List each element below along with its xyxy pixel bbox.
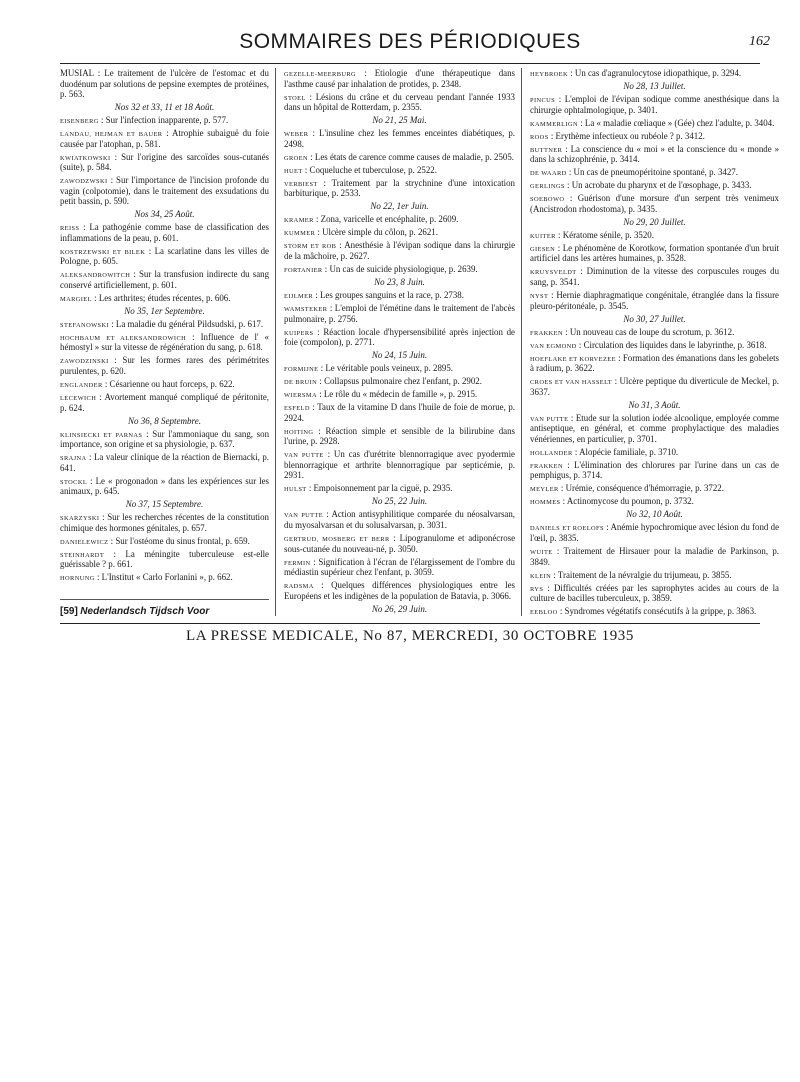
list-item xyxy=(530,447,779,458)
entry-author: KRAMER xyxy=(284,217,314,225)
entry-text: : Signification à l'écran de l'élargissement de l'ombre du médiastin supérieur chez l'enfant, p. 3059. xyxy=(284,556,515,578)
issue-heading: No 32, 10 Août. xyxy=(626,509,683,520)
list-item xyxy=(284,389,515,400)
entry-author: HOEFLAKE ET KORVEZEE xyxy=(530,355,616,363)
entry-text: : La scarlatine dans les villes de Pologne, p. 605. xyxy=(60,245,269,267)
entry-text: : Syndromes végétatifs consécutifs à la grippe, p. 3863. xyxy=(559,606,757,616)
entry-text: : Alopécie familiale, p. 3710. xyxy=(574,446,679,457)
entry-author: CROES ET VAN HASSELT xyxy=(530,379,613,387)
entry-author: REISS xyxy=(60,225,80,233)
list-item xyxy=(284,152,515,163)
issue-heading: No 36, 8 Septembre. xyxy=(128,415,201,426)
list-item xyxy=(60,536,269,547)
entry-text: : La maladie du général Pildsudski, p. 617. xyxy=(111,318,264,329)
entry-text: : Actinomycose du poumon, p. 3732. xyxy=(562,496,694,507)
issue-heading: No 37, 15 Septembre. xyxy=(125,499,204,510)
entry-author: RYS xyxy=(530,585,544,593)
issue-heading: No 31, 3 Août. xyxy=(628,399,681,410)
list-item xyxy=(60,128,269,149)
entry-list xyxy=(284,363,515,494)
entry-text: : Sur l'ostéome du sinus frontal, p. 659. xyxy=(110,535,250,546)
entry-text: MUSIAL : Le traitement de l'ulcère de l'estomac et du duodénum par solutions de pepsine exemptes de protéines, p. 563. xyxy=(60,68,269,99)
entry-text: : Collapsus pulmonaire chez l'enfant, p. 2902. xyxy=(319,376,482,387)
entry-author: FERMIN xyxy=(284,559,311,567)
entry-text: : Taux de la vitamine D dans l'huile de foie de morue, p. 2924. xyxy=(284,402,516,423)
list-item xyxy=(284,92,515,113)
entry-list xyxy=(530,413,779,507)
entry-text: : Un cas de suicide physiologique, p. 2639. xyxy=(324,263,478,274)
entry-author: VAN PUTTE xyxy=(284,512,324,520)
entry-text: : Sur les recherches récentes de la constitution chimique des hormones génitales, p. 657. xyxy=(60,512,269,533)
entry-text: : Les arthrites; études récentes, p. 606. xyxy=(94,292,231,303)
page-title: SOMMAIRES DES PÉRIODIQUES xyxy=(239,30,581,53)
entry-author: RADSMA xyxy=(284,583,314,591)
list-item xyxy=(284,402,515,423)
entry-text: : La conscience du « moi » et la conscience du « monde » dans la schizophrénie, p. 3414. xyxy=(530,143,780,165)
entry-author: HEYBROEK xyxy=(530,71,568,78)
list-item xyxy=(284,227,515,238)
entry-author: MEYLER xyxy=(530,486,559,494)
list-item xyxy=(530,131,779,142)
entry-text: : Urémie, conséquence d'hémorragie, p. 3722. xyxy=(560,483,724,494)
issue-heading: No 28, 13 Juillet. xyxy=(623,81,686,92)
issue-heading: Nos 32 et 33, 11 et 18 Août. xyxy=(114,102,215,112)
entry-text: : Les états de carence comme causes de maladie, p. 2505. xyxy=(310,151,515,162)
entry-text: : Anémie hypochromique avec lésion du fond de l'œil, p. 3835. xyxy=(530,522,780,544)
entry-author: VAN PUTTE xyxy=(530,415,569,423)
entry-author: DE BRUIN xyxy=(284,379,318,387)
list-item xyxy=(284,557,515,578)
journal-block xyxy=(60,599,269,616)
entry-text: : Le « progonadon » dans les expériences sur les animaux, p. 645. xyxy=(60,475,270,497)
entry-author: VAN EGMOND xyxy=(530,342,577,350)
entry-author: STEFANOWSKI xyxy=(60,321,110,329)
issue-heading: Nos 34, 25 Août. xyxy=(134,209,195,220)
list-item xyxy=(60,332,269,353)
list-item xyxy=(284,363,515,374)
list-item xyxy=(60,222,269,243)
page-footer: LA PRESSE MEDICALE, No 87, MERCREDI, 30 OCTOBRE 1935 xyxy=(185,628,635,644)
entry-author: LANDAU, HEJMAN ET BAUER xyxy=(60,131,163,139)
entry-author: KUITER xyxy=(530,232,556,240)
journal-heading xyxy=(60,606,269,616)
entry-author: STEINHARDT xyxy=(60,551,105,559)
list-item xyxy=(60,392,269,413)
entry-author: ZAWODZINSKI xyxy=(60,358,109,366)
entry-text: : Coqueluche et tuberculose, p. 2522. xyxy=(304,164,437,175)
entry-text: : Le rôle du « médecin de famille », p. 2915. xyxy=(319,389,478,400)
entry-text: : L'emploi de l'évipan sodique comme anesthésique dans la chirurgie ophtalmologique, p. 3401. xyxy=(530,94,780,115)
entry-text: : Un cas d'agranulocytose idiopathique, p. 3294. xyxy=(570,68,742,78)
entry-text: : Difficultés créées par les saprophytes acides au cours de la culture de bacilles tuberculeux, p. 3859. xyxy=(530,582,779,604)
entry-text: : Traitement de la névralgie du trijumeau, p. 3855. xyxy=(553,569,732,580)
list-item xyxy=(284,240,515,261)
list-item xyxy=(60,319,269,330)
list-item xyxy=(60,549,269,570)
entry-author: DANIELEWICZ xyxy=(60,538,109,546)
entry-text: : Quelques différences physiologiques entre les Européens et les indigènes de la population de Batavia, p. 3066. xyxy=(284,580,515,601)
entry-text: : Hernie diaphragmatique congénitale, étranglée dans la fissure pleuro-péritonéale, p. 3545. xyxy=(530,290,779,311)
entry-text: : Etude sur la solution iodée alcoolique, employée comme antiseptique, en général, et comme prophylactique des maladies vénériennes, en particulier, p. 3701. xyxy=(530,412,779,444)
entry-text: : Sur les formes rares des périmétrites purulentes, p. 620. xyxy=(60,355,270,377)
entry-text: : Un cas de pneumopéritoine spontané, p. 3427. xyxy=(568,167,738,178)
journal-title: Nederlandsch Tijdsch Voor xyxy=(80,605,210,616)
entry-text: : Zona, varicelle et encéphalite, p. 2609. xyxy=(315,214,459,225)
list-item xyxy=(284,68,515,89)
column-2 xyxy=(276,68,522,616)
entry-text: : Anesthésie à l'évipan sodique dans la chirurgie de la mâchoire, p. 2627. xyxy=(284,240,516,261)
list-item xyxy=(530,340,779,351)
list-item xyxy=(284,580,515,601)
issue-heading: No 24, 15 Juin. xyxy=(371,350,428,361)
entry-author: SRAJNA xyxy=(60,455,87,463)
entry-list xyxy=(284,290,515,348)
issue-heading: No 30, 27 Juillet. xyxy=(623,313,686,324)
list-item xyxy=(284,533,515,554)
entry-list xyxy=(60,68,269,100)
entry-text: : La pathogénie comme base de classification des inflammations de la peau, p. 601. xyxy=(60,222,270,243)
list-item xyxy=(530,460,779,481)
entry-author: KAMMERLIGN xyxy=(530,120,579,128)
entry-list xyxy=(530,522,779,616)
entry-text: : L'Institut « Carlo Forlanini », p. 662. xyxy=(96,572,233,583)
article-columns xyxy=(60,68,785,616)
list-item xyxy=(60,175,269,207)
entry-author: KWIATKOWSKI xyxy=(60,154,111,162)
entry-author: HORNUNG xyxy=(60,575,95,583)
list-item xyxy=(60,68,269,100)
list-item xyxy=(530,483,779,494)
entry-text: : Action antisyphilitique comparée du néosalvarsan, du myosalvarsan et du solusalvarsan, p. 3031. xyxy=(284,509,515,530)
entry-author: EIJLMER xyxy=(284,292,314,300)
entry-author: ROOS xyxy=(530,133,549,141)
entry-text: : Sur l'origine des sarcoïdes sous-cutanés (suite), p. 584. xyxy=(60,151,270,173)
list-item xyxy=(530,144,779,165)
list-item xyxy=(530,118,779,129)
list-item xyxy=(530,68,779,79)
entry-text: : Césarienne ou haut forceps, p. 622. xyxy=(104,379,235,390)
entry-text: : Erythème infectieux ou rubéole ? p. 3412. xyxy=(550,130,705,141)
entry-author: STOCKL xyxy=(60,478,88,486)
entry-author: HOLLANDER xyxy=(530,449,573,457)
entry-text: : Sur l'infection inapparente, p. 577. xyxy=(100,115,229,125)
entry-author: SOEBOWO xyxy=(530,196,565,204)
list-item xyxy=(530,327,779,338)
list-item xyxy=(530,583,779,604)
entry-author: KOSTRZEWSKI ET BILEK xyxy=(60,248,146,256)
entry-author: ALEKSANDROWITCH xyxy=(60,272,131,280)
list-item xyxy=(530,180,779,191)
list-item xyxy=(60,429,269,450)
list-item xyxy=(530,606,779,616)
list-item xyxy=(530,290,779,311)
entry-text: : La « maladie cœliaque » (Gée) chez l'adulte, p. 3404. xyxy=(580,117,775,128)
list-item xyxy=(60,246,269,267)
entry-author: KUMMER xyxy=(284,230,316,238)
entry-text: : Sur la transfusion indirecte du sang conservé artificiellement, p. 601. xyxy=(60,269,270,290)
list-item xyxy=(60,269,269,290)
list-item xyxy=(284,128,515,149)
entry-author: EEBLOO xyxy=(530,609,558,616)
list-item xyxy=(284,264,515,275)
entry-list xyxy=(284,128,515,199)
entry-author: STOEL xyxy=(284,94,306,102)
header-rule xyxy=(60,63,760,64)
issue-heading: No 29, 20 Juillet. xyxy=(623,216,686,227)
entry-text: : Circulation des liquides dans le labyrinthe, p. 3618. xyxy=(578,339,767,350)
list-item xyxy=(60,476,269,497)
entry-text: : Diminution de la vitesse des corpuscules rouges du sang, p. 3541. xyxy=(530,266,780,288)
entry-text: : Lipogranulome et adiponécrose sous-cutanée du nouveau-né, p. 3050. xyxy=(284,532,516,554)
entry-author: ESFELD xyxy=(284,405,310,413)
list-item xyxy=(530,167,779,178)
list-item xyxy=(530,230,779,241)
entry-author: GEZELLE-MEERBURG xyxy=(284,71,357,78)
list-item xyxy=(60,152,269,173)
entry-author: GIESEN xyxy=(530,245,556,253)
list-item xyxy=(60,355,269,376)
entry-text: : L'élimination des chlorures par l'urine dans un cas de pemphigus, p. 3714. xyxy=(530,459,779,481)
list-item xyxy=(60,452,269,473)
entry-text: : Le phénomène de Korotkow, formation spontanée d'un bruit artificiel dans les artères humaines, p. 3528. xyxy=(530,242,780,264)
list-item xyxy=(60,115,269,126)
list-item xyxy=(530,243,779,264)
list-item xyxy=(530,522,779,543)
entry-author: KUIPERS xyxy=(284,329,314,337)
issue-heading: No 21, 25 Mai. xyxy=(372,115,427,126)
entry-author: WUITE xyxy=(530,549,553,557)
entry-text: : La valeur clinique de la réaction de Biernacki, p. 641. xyxy=(60,452,270,473)
entry-text: : Avortement manqué compliqué de péritonite, p. 624. xyxy=(60,392,269,413)
entry-author: ENGLANDER xyxy=(60,382,103,390)
entry-text: : La méningite tuberculeuse est-elle guérissable ? p. 661. xyxy=(60,548,269,570)
list-item xyxy=(530,496,779,507)
list-item xyxy=(284,483,515,494)
list-item xyxy=(530,266,779,287)
entry-text: : Atrophie subaiguë du foie causée par l'atophan, p. 581. xyxy=(60,128,270,149)
entry-author: KLEIN xyxy=(530,572,552,580)
entry-author: HOMMES xyxy=(530,499,561,507)
list-item xyxy=(60,293,269,304)
entry-list xyxy=(60,115,269,207)
entry-author: BUTTNER xyxy=(530,146,563,154)
journal-number: [59] xyxy=(60,605,78,616)
entry-text: : Sur l'importance de l'incision profonde du vagin (colpotomie), dans le traitement des exsudations du petit bassin, p. 590. xyxy=(60,175,269,207)
entry-author: WIERSMA xyxy=(284,392,317,400)
list-item xyxy=(60,379,269,390)
entry-text: : Traitement par la strychnine d'une intoxication barbiturique, p. 2533. xyxy=(284,177,515,199)
entry-text: : Les groupes sanguins et la race, p. 2738. xyxy=(315,289,464,300)
entry-text: : Réaction locale d'hypersensibilité après injection de foie (compolon), p. 2771. xyxy=(284,326,515,348)
entry-list xyxy=(530,94,779,214)
entry-author: VAN PUTTE xyxy=(284,452,324,460)
column-3 xyxy=(522,68,785,616)
entry-text: : Un acrobate du pharynx et de l'œsophage, p. 3433. xyxy=(567,180,752,191)
list-item xyxy=(60,512,269,533)
entry-author: ZAWODZWSKI xyxy=(60,178,108,186)
entry-author: PINCUS xyxy=(530,97,556,105)
entry-author: HOITING xyxy=(284,428,314,436)
list-item xyxy=(530,570,779,581)
list-item xyxy=(284,449,515,481)
issue-heading: No 26, 29 Juin. xyxy=(371,603,428,614)
entry-text: : Ulcère simple du côlon, p. 2621. xyxy=(317,227,438,238)
page-number: 162 xyxy=(749,34,770,49)
list-item xyxy=(530,94,779,115)
list-item xyxy=(530,546,779,567)
entry-list xyxy=(60,429,269,497)
issue-heading: No 25, 22 Juin. xyxy=(371,496,428,507)
entry-author: FRAKKEN xyxy=(530,462,563,470)
list-item xyxy=(530,353,779,374)
entry-text: : Etiologie d'une thérapeutique dans l'asthme causé par inhalation de protides, p. 2348. xyxy=(284,68,516,89)
entry-list xyxy=(284,509,515,601)
entry-list xyxy=(284,68,515,113)
entry-author: HOCHBAUM ET ALEKSANDROWICH xyxy=(60,334,187,342)
entry-author: WEBER xyxy=(284,131,309,139)
issue-heading: No 22, 1er Juin. xyxy=(370,201,429,212)
list-item xyxy=(60,572,269,583)
entry-list xyxy=(530,230,779,311)
list-item xyxy=(530,193,779,214)
entry-author: FORMIJNE xyxy=(284,366,319,374)
entry-author: VERBIEST xyxy=(284,180,318,188)
list-item xyxy=(284,327,515,348)
entry-list xyxy=(60,319,269,413)
page-header xyxy=(60,26,770,60)
entry-author: WAMSTEKER xyxy=(284,306,328,314)
entry-author: FRAKKEN xyxy=(530,329,563,337)
entry-author: HUET xyxy=(284,167,303,175)
list-item xyxy=(284,165,515,176)
list-item xyxy=(284,426,515,447)
entry-text: : Empoisonnement par la ciguë, p. 2935. xyxy=(308,483,453,494)
entry-author: HULST xyxy=(284,486,307,494)
column-1 xyxy=(60,68,276,616)
entry-text: : Guérison d'une morsure d'un serpent très venimeux (Ancistrodon rhodostoma), p. 3435. xyxy=(530,193,779,214)
list-item xyxy=(284,214,515,225)
list-item xyxy=(530,413,779,445)
entry-text: : Ulcère peptique du diverticule de Meckel, p. 3637. xyxy=(530,376,780,397)
entry-author: GERTRUD, MOSBERG ET BERR xyxy=(284,535,390,543)
entry-text: : Influence de l' « hémostyl » sur la vitesse de régénération du sang, p. 618. xyxy=(60,331,269,353)
entry-text: : Réaction simple et sensible de la bilirubine dans l'urine, p. 2928. xyxy=(284,425,516,447)
entry-author: DANIELS ET ROELOFS xyxy=(530,525,604,533)
issue-heading: No 35, 1er Septembre. xyxy=(124,305,205,316)
footer-rule xyxy=(60,623,760,624)
list-item xyxy=(284,303,515,324)
entry-text: : Kératome sénile, p. 3520. xyxy=(558,229,654,240)
entry-list xyxy=(60,512,269,583)
entry-author: KLINSIECKI ET PARNAS xyxy=(60,431,143,439)
entry-list xyxy=(530,327,779,398)
entry-author: FORTANIER xyxy=(284,266,323,274)
issue-heading: No 23, 8 Juin. xyxy=(374,276,425,287)
entry-author: GERLINGS xyxy=(530,183,565,191)
entry-author: NYST xyxy=(530,293,549,301)
entry-text: : Un nouveau cas de loupe du scrotum, p. 3612. xyxy=(565,326,735,337)
entry-author: MARGIEL xyxy=(60,295,92,303)
entry-list xyxy=(284,214,515,274)
entry-text: : Lésions du crâne et du cerveau pendant l'année 1933 dans un hôpital de Rotterdam, p. 2355. xyxy=(284,91,515,113)
entry-author: KRUYSVELDT xyxy=(530,269,577,277)
entry-text: : L'insuline chez les femmes enceintes diabétiques, p. 2498. xyxy=(284,128,516,149)
entry-text: : Sur l'ammoniaque du sang, son importance, son origine et sa physiologie, p. 637. xyxy=(60,428,270,450)
entry-author: STORM ET ROB xyxy=(284,243,337,251)
entry-author: SKARZYSKI xyxy=(60,515,100,523)
entry-text: : L'emploi de l'émétine dans le traitement de l'abcès pulmonaire, p. 2756. xyxy=(284,303,516,324)
entry-text: : Formation des émanations dans les gobelets à radium, p. 3622. xyxy=(530,352,779,374)
entry-text: : Le véritable pouls veineux, p. 2895. xyxy=(320,363,454,374)
list-item xyxy=(284,509,515,530)
entry-list xyxy=(60,222,269,303)
entry-text: : Un cas d'urétrite blennorragique avec pyodermie blennorragique et arthrite blennorragique par septicémie, p. 2931. xyxy=(284,449,515,481)
list-item xyxy=(284,178,515,199)
entry-author: EISENBERG xyxy=(60,118,99,125)
entry-author: GROEN xyxy=(284,154,309,162)
list-item xyxy=(284,376,515,387)
entry-author: LECEWICH xyxy=(60,395,97,403)
list-item xyxy=(284,290,515,301)
entry-text: : Traitement de Hirsauer pour la maladie de Parkinson, p. 3849. xyxy=(530,546,780,567)
entry-list xyxy=(530,68,779,79)
entry-author: DE WAARD xyxy=(530,170,567,178)
list-item xyxy=(530,376,779,397)
